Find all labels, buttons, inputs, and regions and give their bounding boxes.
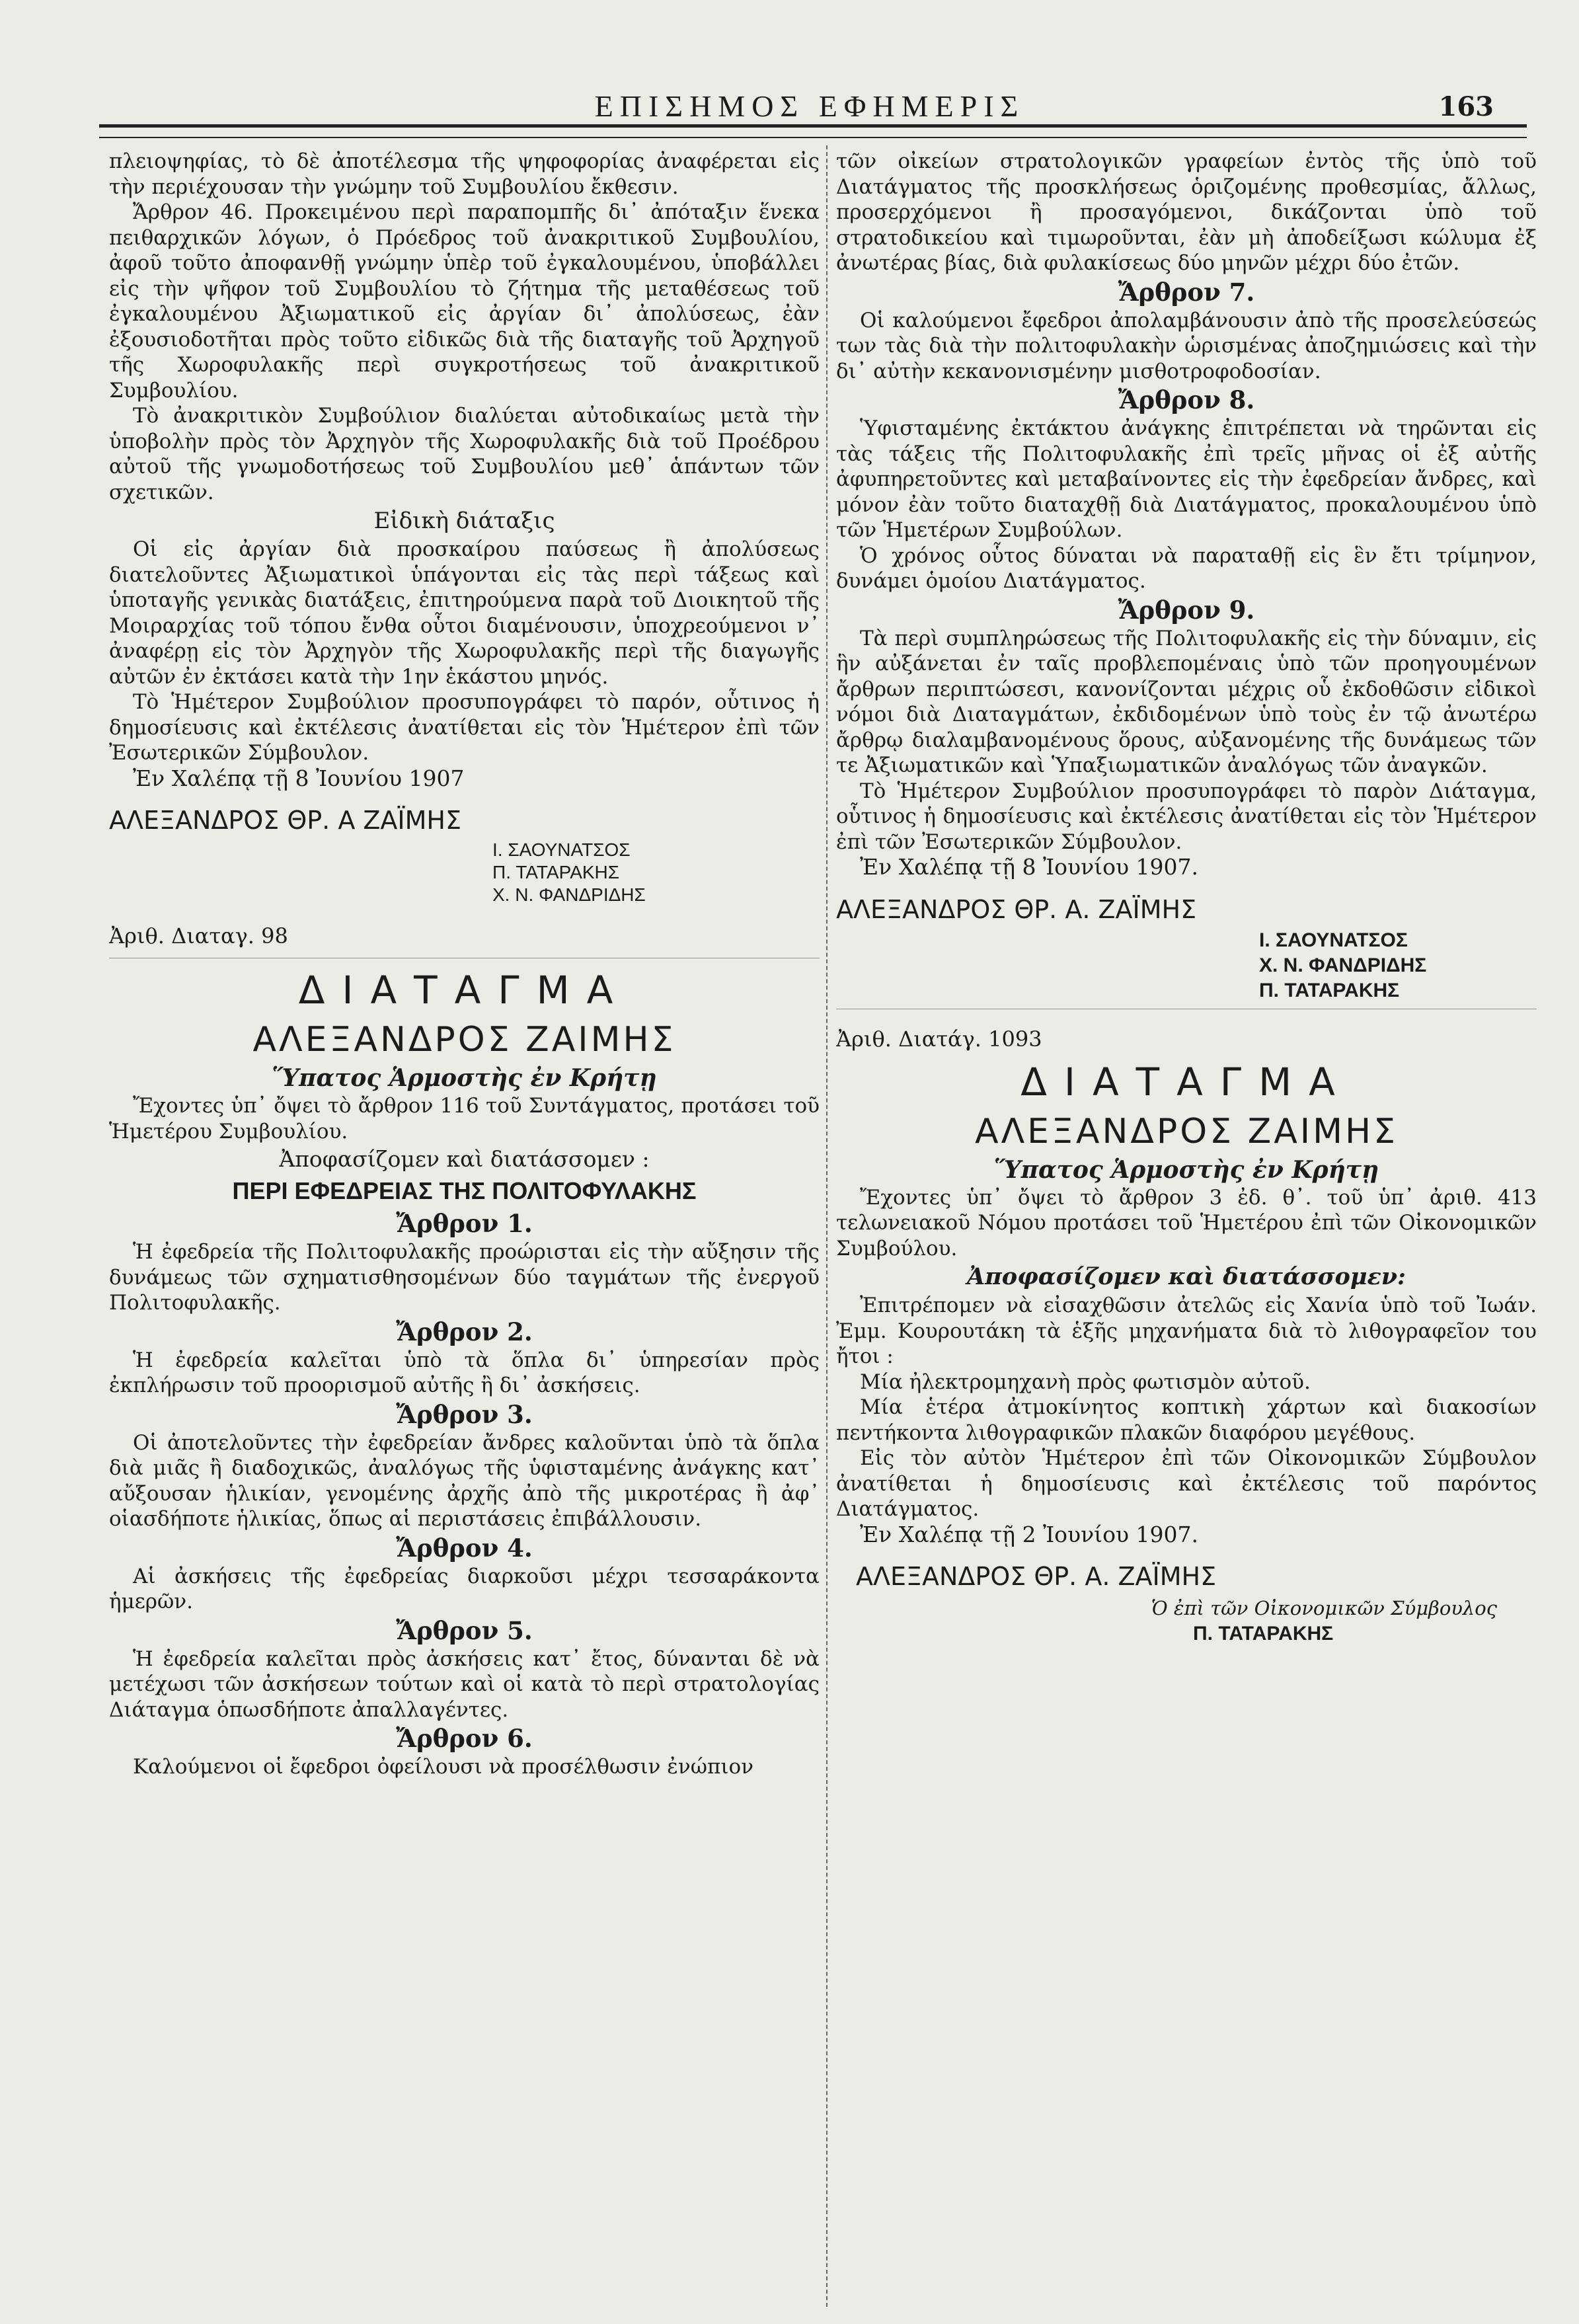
countersignature: Χ. Ν. ΦΑΝΔΡΙΔΗΣ: [492, 884, 646, 905]
paragraph: Ἔχοντες ὑπ᾽ ὄψει τὸ ἄρθρον 3 ἐδ. θ᾽. τοῦ ὑπ᾽ ἀριθ. 413 τελωνειακοῦ Νόμου προτάσει τοῦ Ἡμετέρου ἐπὶ τῶν Οἰκονομικῶν Συμβούλου.: [836, 1185, 1537, 1260]
countersignature: Χ. Ν. ΦΑΝΔΡΙΔΗΣ: [1259, 954, 1427, 976]
paragraph: τῶν οἰκείων στρατολογικῶν γραφείων ἐντὸς τῆς ὑπὸ τοῦ Διατάγματος τῆς προσκλήσεως ὁριζομένης προθεσμίας, ἄλλως, προσερχόμενοι ἢ προσαγόμενοι, δικάζονται ὑπὸ τοῦ στρατοδικείου καὶ τιμωροῦνται, ἐὰν μὴ ἀποδείξωσι κώλυμα ἐξ ἀνωτέρας βίας, διὰ φυλακίσεως δύο μηνῶν μέχρι δύο ἐτῶν.: [836, 149, 1537, 275]
paragraph: Ἐπιτρέπομεν νὰ εἰσαχθῶσιν ἀτελῶς εἰς Χανία ὑπὸ τοῦ Ἰωάν. Ἐμμ. Κουρουτάκη τὰ ἑξῆς μηχανήματα διὰ τὸ λιθογραφεῖον του ἤτοι :: [836, 1294, 1537, 1368]
article-heading: Ἄρθρον 4.: [396, 1533, 533, 1563]
paragraph: Ὁ χρόνος οὗτος δύναται νὰ παραταθῇ εἰς ἓν ἔτι τρίμηνον, δυνάμει ὁμοίου Διατάγματος.: [836, 543, 1537, 593]
decision-formula: Ἀποφασίζομεν καὶ διατάσσομεν :: [279, 1146, 650, 1172]
decree-title: ΔΙΑΤΑΓΜΑ: [298, 968, 631, 1013]
paragraph: Τὸ Ἡμέτερον Συμβούλιον προσυπογράφει τὸ παρὸν Διάταγμα, οὗτινος ἡ δημοσίευσις καὶ ἐκτέλεσις ἀνατίθεται εἰς τὸν Ἡμέτερον ἐπὶ τῶν Ἐσωτερικῶν Σύμβουλον.: [836, 779, 1537, 854]
paragraph: Τὰ περὶ συμπληρώσεως τῆς Πολιτοφυλακῆς εἰς τὴν δύναμιν, εἰς ἣν αὐξάνεται ἐν ταῖς προβλεπομέναις ὑπὸ τῶν προηγουμένων ἄρθρων περιπτώσεσι, κανονίζονται μέχρις οὗ ἐκδοθῶσιν εἰδικοὶ νόμοι διὰ Διαταγμάτων, ἐκδιδομένων ὑπὸ τοὺς ἐν τῷ ἀνωτέρω ἄρθρῳ διαλαμβανομένους ὅρους, αὐξανομένης τῆς δυνάμεως τῶν τε Ἀξιωματικῶν καὶ Ὑπαξιωματικῶν ἀναλόγως τῶν ἀναγκῶν.: [836, 626, 1537, 777]
article-heading: Ἄρθρον 2.: [396, 1317, 533, 1346]
paragraph: Ἔχοντες ὑπ᾽ ὄψει τὸ ἄρθρον 116 τοῦ Συντάγματος, προτάσει τοῦ Ἡμετέρου Συμβουλίου.: [109, 1094, 820, 1143]
countersignature: Π. ΤΑΤΑΡΑΚΗΣ: [1193, 1623, 1334, 1645]
decree-issuer-office: Ὕπατος Ἁρμοστὴς ἐν Κρήτῃ: [272, 1064, 657, 1092]
decree-issuer-office: Ὕπατος Ἁρμοστὴς ἐν Κρήτῃ: [993, 1155, 1379, 1184]
paragraph: Τὸ ἀνακριτικὸν Συμβούλιον διαλύεται αὐτοδικαίως μετὰ τὴν ὑποβολὴν πρὸς τὸν Ἀρχηγὸν τῆς Χωροφυλακῆς διὰ τοῦ Προέδρου αὐτοῦ τῆς γνωμοδοτήσεως τοῦ Συμβουλίου μεθ᾽ ἁπάντων τῶν σχετικῶν.: [109, 404, 820, 504]
header-rule: [99, 124, 1527, 138]
countersignature: Π. ΤΑΤΑΡΑΚΗΣ: [1259, 979, 1400, 1001]
article-heading: Ἄρθρον 6.: [396, 1724, 533, 1753]
signatory-name: ΑΛΕΞΑΝΔΡΟΣ ΘΡ. Α. ΖΑΪΜΗΣ: [836, 894, 1197, 924]
paragraph: Μία ἑτέρα ἀτμοκίνητος κοπτικὴ χάρτων καὶ διακοσίων πεντήκοντα λιθογραφικῶν πλακῶν διαφόρου μεγέθους.: [836, 1395, 1537, 1445]
decision-formula: Ἀποφασίζομεν καὶ διατάσσομεν:: [967, 1263, 1406, 1290]
date-line: Ἐν Χαλέπᾳ τῇ 8 Ἰουνίου 1907.: [860, 854, 1198, 880]
paragraph: Οἱ καλούμενοι ἔφεδροι ἀπολαμβάνουσιν ἀπὸ τῆς προσελεύσεώς των τὰς διὰ τὴν πολιτοφυλακὴν ὡρισμένας ἀποζημιώσεις καὶ τὴν δι᾽ αὐτὴν κεκανονισμένην μισθοτροφοδοσίαν.: [836, 308, 1537, 383]
minister-title: Ὁ ἐπὶ τῶν Οἰκονομικῶν Σύμβουλος: [1151, 1597, 1497, 1619]
signatory-name: ΑΛΕΞΑΝΔΡΟΣ ΘΡ. Α ΖΑΪΜΗΣ: [109, 806, 462, 835]
column-divider: [826, 145, 828, 2307]
decree-issuer-name: ΑΛΕΞΑΝΔΡΟΣ ΖΑΙΜΗΣ: [252, 1020, 676, 1060]
paragraph: Οἱ ἀποτελοῦντες τὴν ἐφεδρείαν ἄνδρες καλοῦνται ὑπὸ τὰ ὅπλα διὰ μιᾶς ἢ διαδοχικῶς, ἀναλόγως τῆς ὑφισταμένης ἀνάγκης κατ᾽ αὔξουσαν ἡλικίαν, γενομένης ἀρχῆς ἀπὸ τῆς μικροτέρας ἢ ἀφ᾽ οἱασδήποτε ἡλικίας, ὅπως αἱ περιστάσεις ἐπιβάλλουσιν.: [109, 1430, 820, 1531]
signatory-name: ΑΛΕΞΑΝΔΡΟΣ ΘΡ. Α. ΖΑΪΜΗΣ: [856, 1562, 1217, 1591]
law-title: ΠΕΡΙ ΕΦΕΔΡΕΙΑΣ ΤΗΣ ΠΟΛΙΤΟΦΥΛΑΚΗΣ: [232, 1177, 697, 1204]
decree-reference: Ἀριθ. Διαταγ. 98: [109, 923, 288, 949]
decree-title: ΔΙΑΤΑΓΜΑ: [1021, 1059, 1352, 1104]
paragraph: πλειοψηφίας, τὸ δὲ ἀποτέλεσμα τῆς ψηφοφορίας ἀναφέρεται εἰς τὴν περιέχουσαν τὴν γνώμην τοῦ Συμβουλίου ἔκθεσιν.: [109, 149, 820, 199]
date-line: Ἐν Χαλέπᾳ τῇ 2 Ἰουνίου 1907.: [860, 1521, 1198, 1547]
paragraph: Οἱ εἰς ἀργίαν διὰ προσκαίρου παύσεως ἢ ἀπολύσεως διατελοῦντες Ἀξιωματικοὶ ὑπάγονται εἰς τὰς περὶ τάξεως καὶ ὑποταγῆς γενικὰς διατάξεις, ἐπιτηρούμενα παρὰ τοῦ Διοικητοῦ τῆς Μοιραρχίας τοῦ τόπου ἔνθα οὗτοι διαμένουσιν, ὑποχρεούμενοι ν᾽ ἀναφέρῃ εἰς τὸν Ἀρχηγὸν τῆς Χωροφυλακῆς περὶ τῆς διαγωγῆς αὐτῶν ἐν ἐκτάσει κατὰ τὴν 1ην ἑκάστου μηνός.: [109, 537, 820, 689]
paragraph: Μία ἠλεκτρομηχανὴ πρὸς φωτισμὸν αὐτοῦ.: [860, 1370, 1311, 1394]
paragraph: Εἰς τὸν αὐτὸν Ἡμέτερον ἐπὶ τῶν Οἰκονομικῶν Σύμβουλον ἀνατίθεται ἡ δημοσίευσις καὶ ἐκτέλεσις τοῦ παρόντος Διατάγματος.: [836, 1446, 1537, 1521]
article-heading: Ἄρθρον 7.: [1118, 277, 1255, 307]
paragraph: Ἡ ἐφεδρεία καλεῖται ὑπὸ τὰ ὅπλα δι᾽ ὑπηρεσίαν πρὸς ἐκπλήρωσιν τοῦ προορισμοῦ αὐτῆς ἢ δι᾽ ἀσκήσεις.: [109, 1348, 820, 1397]
article-heading: Ἄρθρον 1.: [396, 1209, 533, 1238]
special-provision-heading: Εἰδικὴ διάταξις: [373, 508, 555, 534]
countersignature: Ι. ΣΑΟΥΝΑΤΣΟΣ: [1259, 929, 1408, 951]
countersignature: Ι. ΣΑΟΥΝΑΤΣΟΣ: [492, 839, 631, 860]
paragraph: Ἡ ἐφεδρεία τῆς Πολιτοφυλακῆς προώρισται εἰς τὴν αὔξησιν τῆς δυνάμεως τῶν σχηματισθησομένων δύο ταγμάτων τῆς ἐνεργοῦ Πολιτοφυλακῆς.: [109, 1240, 820, 1315]
article-heading: Ἄρθρον 9.: [1118, 595, 1255, 625]
countersignature: Π. ΤΑΤΑΡΑΚΗΣ: [492, 862, 620, 882]
decree-reference: Ἀριθ. Διατάγ. 1093: [836, 1026, 1042, 1052]
article-heading: Ἄρθρον 3.: [396, 1399, 533, 1429]
right-column: [836, 149, 1537, 2304]
decree-issuer-name: ΑΛΕΞΑΝΔΡΟΣ ΖΑΙΜΗΣ: [975, 1111, 1398, 1151]
article-heading: Ἄρθρον 8.: [1118, 385, 1255, 414]
paragraph: Τὸ Ἡμέτερον Συμβούλιον προσυπογράφει τὸ παρόν, οὗτινος ἡ δημοσίευσις καὶ ἐκτέλεσις ἀνατίθεται εἰς τὸν Ἡμέτερον ἐπὶ τῶν Ἐσωτερικῶν Σύμβουλον.: [109, 690, 820, 765]
paragraph: Ἡ ἐφεδρεία καλεῖται πρὸς ἀσκήσεις κατ᾽ ἔτος, δύνανται δὲ νὰ μετέχωσι τῶν ἀσκήσεων τούτων καὶ οἱ κατὰ τὸ περὶ στρατολογίας Διάταγμα ὁπωσδήποτε ἀπαλλαγέντες.: [109, 1646, 820, 1722]
left-column: [109, 149, 820, 2304]
date-line: Ἐν Χαλέπᾳ τῇ 8 Ἰουνίου 1907: [133, 765, 465, 791]
article-46: Ἄρθρον 46. Προκειμένου περὶ παραπομπῆς δι᾽ ἀπόταξιν ἕνεκα πειθαρχικῶν λόγων, ὁ Πρόεδρος τοῦ ἀνακριτικοῦ Συμβουλίου, ἀφοῦ τοῦτο ἀποφανθῇ γνώμην ὑπὲρ τοῦ ἐγκαλουμένου, ὑποβάλλει εἰς τὴν ψῆφον τοῦ Συμβουλίου τὸ ζήτημα τῆς μεταθέσεως τοῦ ἐγκαλουμένου Ἀξιωματικοῦ εἰς ἀργίαν δι᾽ ἀπολύσεως, ἐὰν ἐξουσιοδοτῆται πρὸς τοῦτο εἰδικῶς διὰ τῆς διαταγῆς τοῦ Ἀρχηγοῦ τῆς Χωροφυλακῆς περὶ συγκροτήσεως τοῦ ἀνακριτικοῦ Συμβουλίου.: [109, 200, 820, 403]
article-heading: Ἄρθρον 5.: [396, 1615, 533, 1645]
paragraph: Ὑφισταμένης ἐκτάκτου ἀνάγκης ἐπιτρέπεται νὰ τηρῶνται εἰς τὰς τάξεις τῆς Πολιτοφυλακῆς ἐπὶ τρεῖς μῆνας οἱ ἐξ αὐτῆς ἀφυπηρετοῦντες καὶ μεταβαίνοντες εἰς τὴν ἐφεδρείαν ἄνδρες, καὶ μόνον ἐὰν τοῦτο διαταχθῇ διὰ Διατάγματος, προκαλουμένου ὑπὸ τῶν Ἡμετέρων Συμβούλων.: [836, 416, 1537, 542]
newspaper-title: ΕΠΙΣΗΜΟΣ ΕΦΗΜΕΡΙΣ: [594, 89, 1025, 123]
page-number: 163: [1438, 91, 1494, 122]
paragraph: Καλούμενοι οἱ ἔφεδροι ὀφείλουσι νὰ προσέλθωσιν ἐνώπιον: [133, 1755, 754, 1779]
paragraph: Αἱ ἀσκήσεις τῆς ἐφεδρείας διαρκοῦσι μέχρι τεσσαράκοντα ἡμερῶν.: [109, 1564, 820, 1613]
